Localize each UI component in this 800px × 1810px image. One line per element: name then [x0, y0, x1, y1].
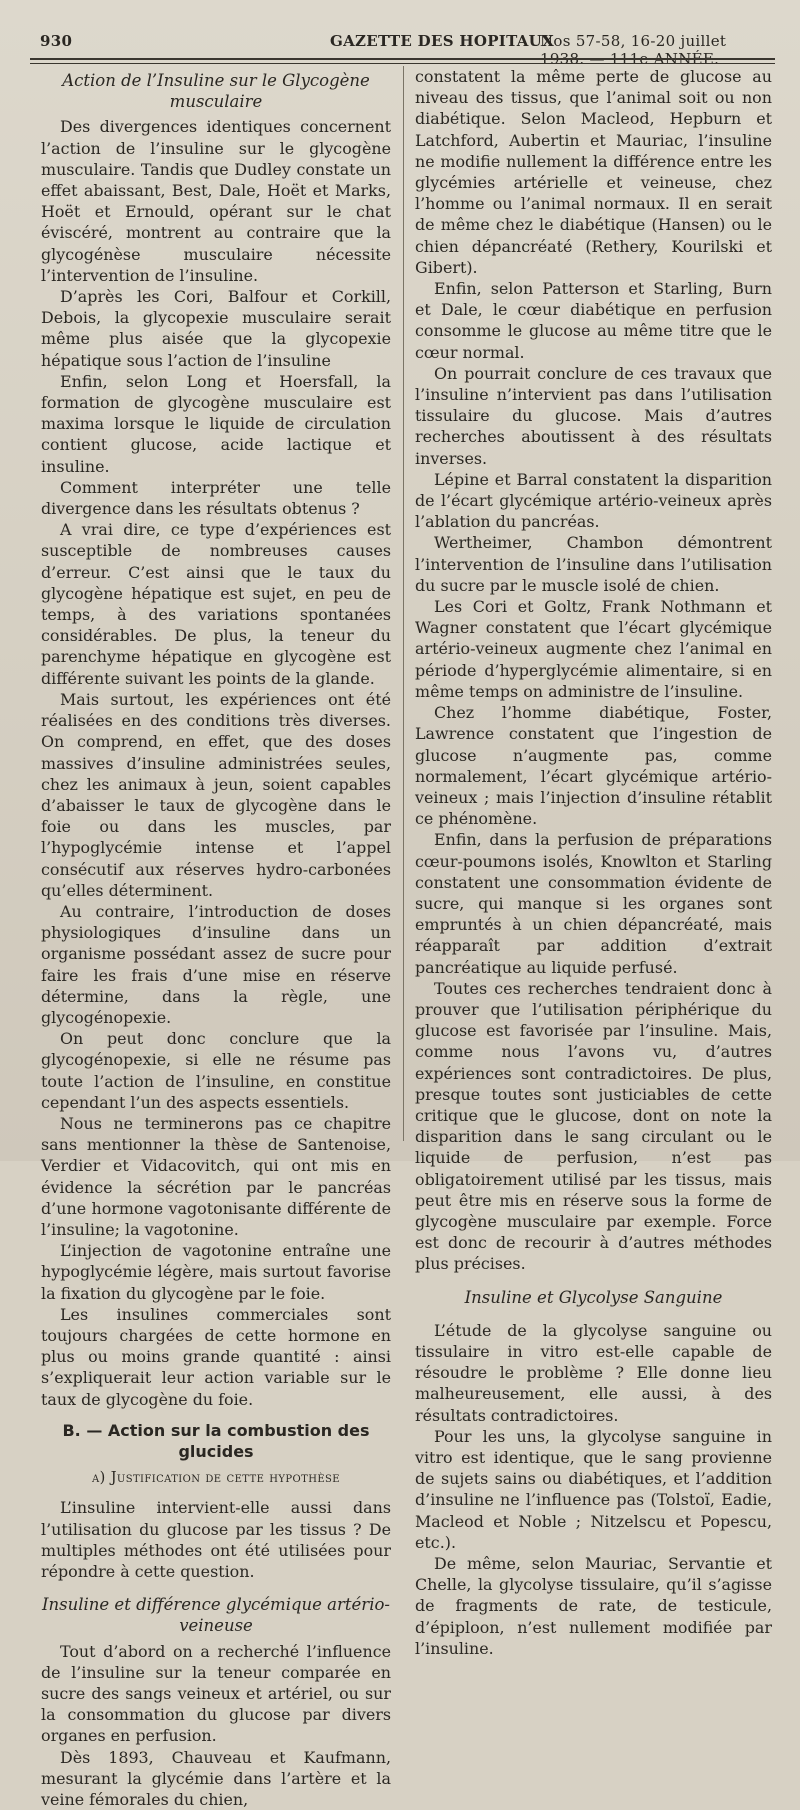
paragraph: L’injection de vagotonine entraîne une hypoglycémie légère, mais surtout favorise la fixation du glycogène par le foie. [41, 1241, 391, 1303]
paragraph: Enfin, selon Patterson et Starling, Burn et Dale, le cœur diabétique en perfusion consomme le glucose au même titre que le cœur normal. [415, 279, 772, 362]
paragraph: On pourrait conclure de ces travaux que l’insuline n’intervient pas dans l’utilisation tissulaire du glucose. Mais d’autres recherches aboutissent à des résultats inverses. [415, 363, 772, 468]
paragraph: Des divergences identiques concernent l’action de l’insuline sur le glycogène musculaire. Tandis que Dudley constate un effet abaissant, Best, Dale, Hoët et Marks, Hoët et Ernould, opérant sur le chat éviscéré, montrent au contraire que la glycogénèse musculaire nécessite l’intervention de l’insuline. [41, 117, 391, 285]
paragraph: Tout d’abord on a recherché l’influence de l’insuline sur la teneur comparée en sucre des sangs veineux et artériel, ou sur la consommation du glucose par divers organes en perfusion. [41, 1641, 391, 1746]
left-column [41, 66, 391, 1810]
running-header [40, 28, 775, 68]
paragraph: Toutes ces recherches tendraient donc à prouver que l’utilisation périphérique du glucose est favorisée par l’insuline. Mais, comme nous l’avons vu, d’autres expériences sont contradictoires. De plus, presque toutes sont justiciables de cette critique que le glucose, dont on note la disparition dans le sang circulant ou le liquide de perfusion, n’est pas obligatoirement utilisé par les tissus, mais peut être mis en réserve sous la forme de glycogène musculaire par exemple. Force est donc de recourir à d’autres méthodes plus précises. [415, 978, 772, 1274]
paragraph: D’après les Cori, Balfour et Corkill, Debois, la glycopexie musculaire serait même plus aisée que la glycopexie hépatique sous l’action de l’insuline [41, 287, 391, 370]
subsection-heading: a) Justification de cette hypothèse [92, 1470, 340, 1487]
paragraph: Dès 1893, Chauveau et Kaufmann, mesurant la glycémie dans l’artère et la veine fémorales du chien, [41, 1747, 391, 1810]
paragraph: Pour les uns, la glycolyse sanguine in vitro est identique, que le sang provienne de sujets sains ou diabétiques, et l’addition d’insuline ne l’influence pas (Tolstoï, Eadie, Macleod et Noble ; Nitzelscu et Popescu, etc.). [415, 1426, 772, 1552]
section-heading: Insuline et différence glycémique artério-veineuse [42, 1595, 390, 1636]
paragraph: Les insulines commerciales sont toujours chargées de cette hormone en plus ou moins grande quantité : ainsi s’expliquerait leur action variable sur le taux de glycogène du foie. [41, 1304, 391, 1409]
paragraph: Enfin, dans la perfusion de préparations cœur-poumons isolés, Knowlton et Starling constatent une consommation évidente de sucre, qui manque si les organes sont empruntés à un chien dépancréaté, mais réapparaît par addition d’extrait pancréatique au liquide perfusé. [415, 830, 772, 977]
section-heading: Insuline et Glycolyse Sanguine [464, 1287, 723, 1307]
paragraph: Enfin, selon Long et Hoersfall, la formation de glycogène musculaire est maxima lorsque le liquide de circulation contient glucose, acide lactique et insuline. [41, 371, 391, 476]
paragraph: On peut donc conclure que la glycogénopexie, si elle ne résume pas toute l’action de l’insuline, en constitue cependant l’un des aspects essentiels. [41, 1029, 391, 1112]
paragraph: L’insuline intervient-elle aussi dans l’utilisation du glucose par les tissus ? De multiples méthodes ont été utilisées pour répondre à cette question. [41, 1498, 391, 1582]
paragraph: Mais surtout, les expériences ont été réalisées en des conditions très diverses. On comprend, en effet, que des doses massives d’insuline administrées seules, chez les animaux à jeun, soient capables d’abaisser le taux de glycogène dans le foie ou dans les muscles, par l’hypoglycémie intense et l’appel consécutif aux réserves hydro-carbonées qu’elles déterminent. [41, 689, 391, 900]
section-heading-b: B. — Action sur la combustion des glucides [62, 1420, 370, 1461]
paragraph: Au contraire, l’introduction de doses physiologiques d’insuline dans un organisme possédant assez de sucre pour faire les frais d’une mise en réserve détermine, dans la règle, une glycogénopexie. [41, 901, 391, 1027]
issue-info: Nos 57-58, 16-20 juillet 1938. — 111e ANNÉE. [540, 32, 727, 68]
paragraph: constatent la même perte de glucose au niveau des tissus, que l’animal soit ou non diabétique. Selon Macleod, Hepburn et Latchford, Aubertin et Mauriac, l’insuline ne modifie nullement la différence entre les glycémies artérielle et veineuse, chez l’homme ou l’animal normaux. Il en serait de même chez le diabétique (Hansen) ou le chien dépancréaté (Rethery, Kourilski et Gibert). [415, 67, 772, 277]
paragraph: L’étude de la glycolyse sanguine ou tissulaire in vitro est-elle capable de résoudre le problème ? Elle donne lieu malheureusement, elle aussi, à des résultats contradictoires. [415, 1320, 772, 1425]
page-number: 930 [40, 32, 73, 50]
paragraph: De même, selon Mauriac, Servantie et Chelle, la glycolyse tissulaire, qu’il s’agisse de fragments de rate, de testicule, d’épiploon, n’est nullement modifiée par l’insuline. [415, 1554, 772, 1658]
section-heading: Action de l’Insuline sur le Glycogène musculaire [62, 71, 370, 112]
header-rule [30, 58, 775, 64]
paragraph: Lépine et Barral constatent la disparition de l’écart glycémique artério-veineux après l’ablation du pancréas. [415, 469, 772, 532]
paragraph: Comment interpréter une telle divergence dans les résultats obtenus ? [41, 477, 391, 519]
right-column [415, 66, 772, 1658]
paragraph: Les Cori et Goltz, Frank Nothmann et Wagner constatent que l’écart glycémique artério-veineux augmente chez l’animal en période d’hyperglycémie alimentaire, si en même temps on administre de l’insuline. [415, 597, 772, 701]
journal-title: GAZETTE DES HOPITAUX [330, 32, 555, 50]
paragraph: Wertheimer, Chambon démontrent l’intervention de l’insuline dans l’utilisation du sucre par le muscle isolé de chien. [415, 533, 772, 595]
paragraph: Chez l’homme diabétique, Foster, Lawrence constatent que l’ingestion de glucose n’augmente pas, comme normalement, l’écart glycémique artério-veineux ; mais l’injection d’insuline rétablit ce phénomène. [415, 703, 772, 829]
paragraph: A vrai dire, ce type d’expériences est susceptible de nombreuses causes d’erreur. C’est ainsi que le taux du glycogène hépatique est sujet, en peu de temps, à des variations spontanées considérables. De plus, la teneur du parenchyme hépatique en glycogène est différente suivant les points de la glande. [41, 520, 391, 688]
paragraph: Nous ne terminerons pas ce chapitre sans mentionner la thèse de Santenoise, Verdier et Vidacovitch, qui ont mis en évidence la sécrétion par le pancréas d’une hormone vagotonisante différente de l’insuline; la vagotonine. [41, 1113, 391, 1239]
column-divider [403, 66, 404, 1141]
